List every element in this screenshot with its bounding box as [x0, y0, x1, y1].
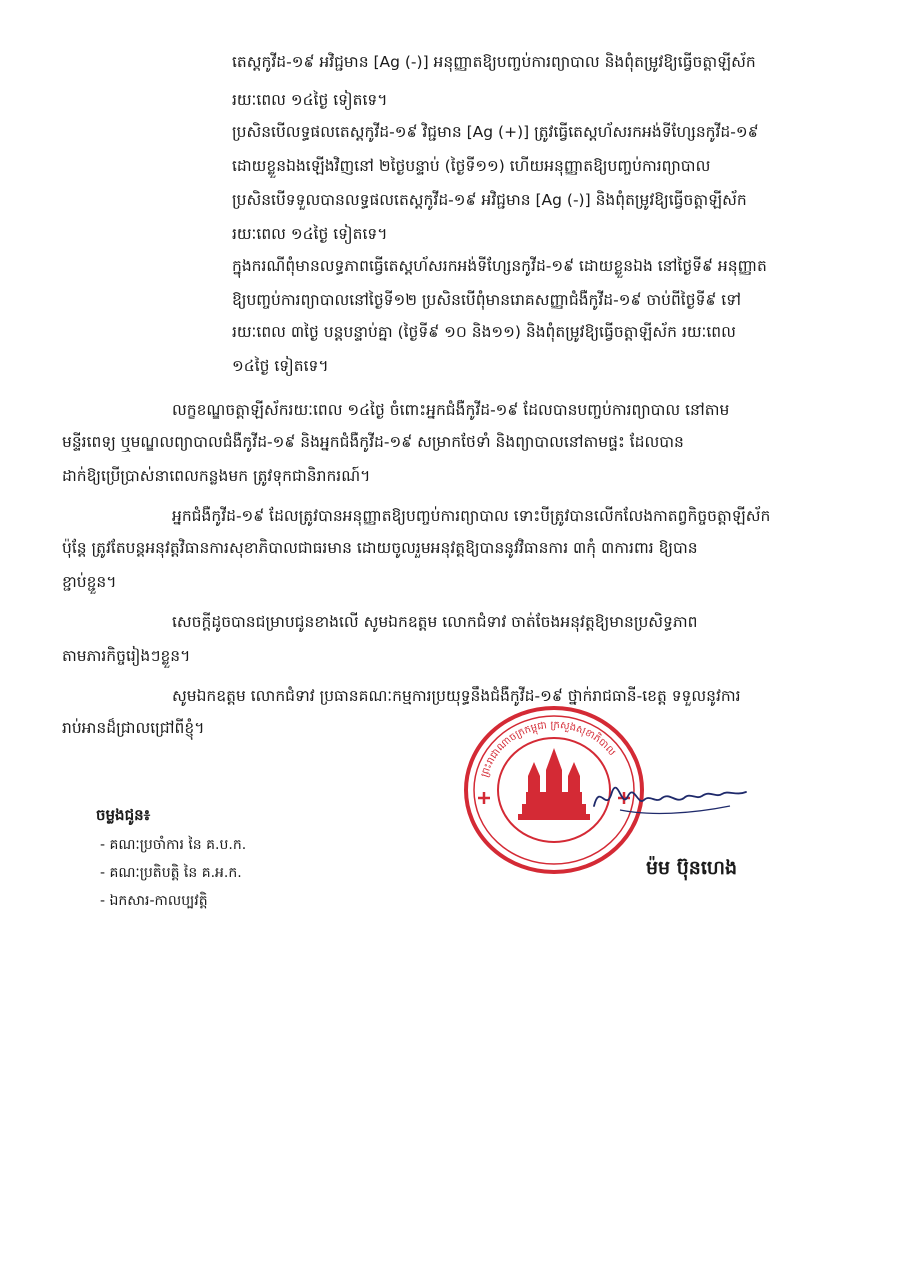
text-line: តេស្តកូវីដ-១៩ អវិជ្ជមាន [Ag (-)] អនុញ្ញាតឱ្យបញ្ចប់ការព្យាបាល និងពុំតម្រូវឱ្យធ្វើចត្តាឡីស័ក — [232, 53, 756, 71]
list-item: - គណៈប្រចាំការ នៃ គ.ប.ក. — [100, 837, 247, 853]
text-line: តាមភារកិច្ចរៀងៗខ្លួន។ — [62, 647, 191, 665]
text-line: ឱ្យបញ្ចប់ការព្យាបាលនៅថ្ងៃទី១២ ប្រសិនបើពុំមានរោគសញ្ញាជំងឺកូវីដ-១៩ ចាប់ពីថ្ងៃទី៩ ទៅ — [232, 291, 741, 309]
signature-icon — [590, 770, 750, 830]
text-line: រាប់អានដ៏ជ្រាលជ្រៅពីខ្ញុំ។ — [62, 719, 205, 737]
temple-icon — [518, 748, 590, 820]
text-line: ប្រសិនបើទទួលបានលទ្ធផលតេស្តកូវីដ-១៩ អវិជ្ជមាន [Ag (-)] និងពុំតម្រូវឱ្យធ្វើចត្តាឡីស័ក — [232, 191, 747, 209]
text-line: ក្នុងករណីពុំមានលទ្ធភាពធ្វើតេស្តហ័សរកអង់ទីហ្សែនកូវីដ-១៩ ដោយខ្លួនឯង នៅថ្ងៃទី៩ អនុញ្ញាត — [232, 257, 767, 275]
text-line: ប៉ុន្តែ ត្រូវតែបន្តអនុវត្តវិធានការសុខាភិបាលជាធរមាន ដោយចូលរួមអនុវត្តឱ្យបាននូវវិធានការ ៣កុំ ៣ការពារ ឱ្យបាន — [62, 539, 698, 557]
text-line: រយៈពេល ៣ថ្ងៃ បន្តបន្ទាប់គ្នា (ថ្ងៃទី៩ ១០ និង១១) និងពុំតម្រូវឱ្យធ្វើចត្តាឡីស័ក រយៈពេល — [232, 323, 736, 341]
text-line: លក្ខខណ្ឌចត្តាឡីស័ករយៈពេល ១៤ថ្ងៃ ចំពោះអ្នកជំងឺកូវីដ-១៩ ដែលបានបញ្ចប់ការព្យាបាល នៅតាម — [172, 401, 730, 419]
text-line: រយៈពេល ១៤ថ្ងៃ ទៀតទេ។ — [232, 91, 388, 109]
text-line: ដោយខ្លួនឯងឡើងវិញនៅ ២ថ្ងៃបន្ទាប់ (ថ្ងៃទី១១) ហើយអនុញ្ញាតឱ្យបញ្ចប់ការព្យាបាល — [232, 157, 711, 175]
text-line: រយៈពេល ១៤ថ្ងៃ ទៀតទេ។ — [232, 225, 388, 243]
text-line: ខ្ជាប់ខ្ជួន។ — [62, 573, 117, 591]
text-line: អ្នកជំងឺកូវីដ-១៩ ដែលត្រូវបានអនុញ្ញាតឱ្យបញ្ចប់ការព្យាបាល ទោះបីត្រូវបានលើកលែងកាតព្វកិច្ចចត្តាឡីស័ក — [172, 507, 771, 525]
text-line: សេចក្តីដូចបានជម្រាបជូនខាងលើ សូមឯកឧត្តម លោកជំទាវ ចាត់ចែងអនុវត្តឱ្យមានប្រសិទ្ធភាព — [172, 613, 698, 631]
seal-text: ព្រះរាជាណាចក្រកម្ពុជា ក្រសួងសុខាភិបាល — [479, 719, 618, 779]
list-item: - គណៈប្រតិបត្តិ នៃ គ.អ.ក. — [100, 865, 242, 881]
text-line: ដាក់ឱ្យប្រើប្រាស់នាពេលកន្លងមក ត្រូវទុកជានិរាករណ៍។ — [62, 467, 371, 485]
text-line: សូមឯកឧត្តម លោកជំទាវ ប្រធានគណៈកម្មការប្រយុទ្ធនឹងជំងឺកូវីដ-១៩ ថ្នាក់រាជធានី-ខេត្ត ទទួលនូវការ — [172, 687, 741, 705]
text-line: ប្រសិនបើលទ្ធផលតេស្តកូវីដ-១៩ វិជ្ជមាន [Ag (+)] ត្រូវធ្វើតេស្តហ័សរកអង់ទីហ្សែនកូវីដ-១៩ — [232, 123, 759, 141]
cc-title: ចម្លងជូន៖ — [96, 806, 151, 824]
text-line: ១៤ថ្ងៃ ទៀតទេ។ — [232, 357, 329, 375]
signer-name: ម៉ម ប៊ុនហេង — [646, 857, 738, 879]
list-item: - ឯកសារ-កាលប្បវត្តិ — [100, 893, 208, 909]
text-line: មន្ទីរពេទ្យ ឬមណ្ឌលព្យាបាលជំងឺកូវីដ-១៩ និងអ្នកជំងឺកូវីដ-១៩ សម្រាកថែទាំ និងព្យាបាលនៅតាមផ្ទះ ដែលបាន — [62, 433, 684, 451]
